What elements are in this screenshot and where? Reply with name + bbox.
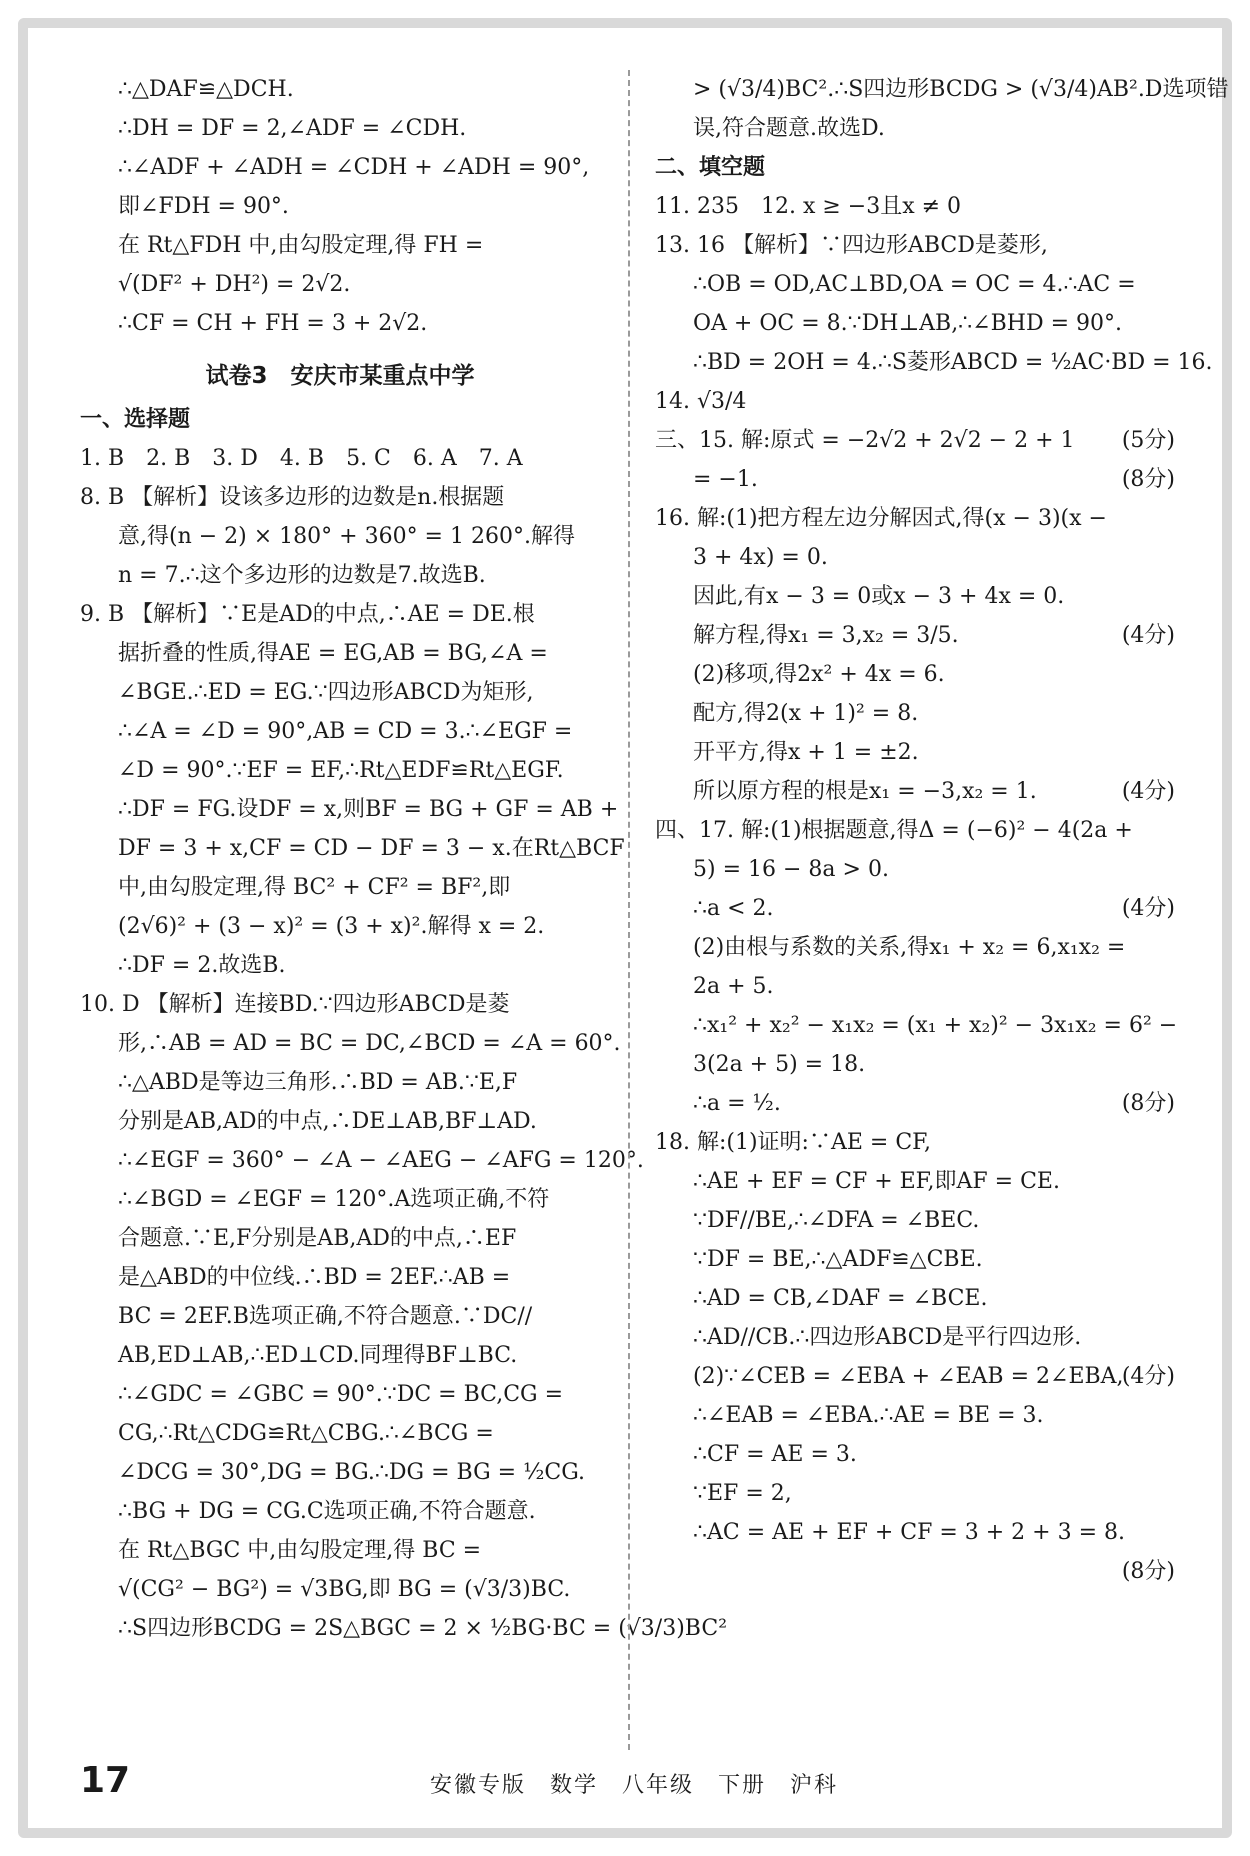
solution-line [655,1162,1175,1201]
solution-text: ∴a < 2. [693,896,774,921]
solution-line [655,1435,1175,1474]
solution-line [655,1045,1175,1084]
solution-text: 3 + 4x) = 0. [693,545,828,570]
solution-line [655,1513,1175,1584]
section-choice-title: 一、选择题 [80,407,191,432]
text-line: 1. B 2. B 3. D 4. B 5. C 6. A 7. A [80,446,523,471]
solution-line [655,1240,1175,1279]
solution-text: ∴a = ½. [693,1091,781,1116]
score-mark: (8分) [1121,1559,1175,1584]
text-line: ∠DCG = 30°,DG = BG.∴DG = BG = ½CG. [118,1460,586,1485]
solution-text: ∴AC = AE + EF + CF = 3 + 2 + 3 = 8. [693,1520,1126,1545]
solution-text: 四、17. 解:(1)根据题意,得Δ = (−6)² − 4(2a + [655,818,1133,843]
text-line: ∴BG + DG = CG.C选项正确,不符合题意. [118,1499,536,1524]
solution-line [655,772,1175,811]
page-number: 17 [80,1760,131,1801]
text-line: ∴CF = CH + FH = 3 + 2√2. [118,311,428,336]
solution-text: 3(2a + 5) = 18. [693,1052,866,1077]
footer-text: 安徽专版 数学 八年级 下册 沪科 [430,1773,839,1798]
text-line: 是△ABD的中位线.∴BD = 2EF.∴AB = [118,1265,511,1290]
text-line: ∴∠A = ∠D = 90°,AB = CD = 3.∴∠EGF = [118,719,573,744]
solution-text: 因此,有x − 3 = 0或x − 3 + 4x = 0. [693,584,1065,609]
score-mark: (8分) [1121,467,1175,492]
solution-line [655,850,1175,889]
section-fill-title: 二、填空题 [655,155,766,180]
solution-line [655,694,1175,733]
solution-text: (2)∵∠CEB = ∠EBA + ∠EAB = 2∠EBA, [693,1364,1124,1389]
solution-line [655,616,1175,655]
text-line: ∴DF = FG.设DF = x,则BF = BG + GF = AB + [118,797,619,822]
text-line: 合题意.∵E,F分别是AB,AD的中点,∴EF [118,1226,517,1251]
solution-line [655,1279,1175,1318]
solution-line [655,1006,1178,1045]
page-footer [60,1760,1190,1810]
text-line: ∴∠BGD = ∠EGF = 120°.A选项正确,不符 [118,1187,550,1212]
score-mark: (4分) [1121,623,1175,648]
solution-text: 解方程,得x₁ = 3,x₂ = 3/5. [693,623,959,648]
right-column [655,70,1229,1591]
score-mark: (4分) [1121,896,1175,921]
text-line: AB,ED⊥AB,∴ED⊥CD.同理得BF⊥BC. [118,1343,518,1368]
text-line: 分别是AB,AD的中点,∴DE⊥AB,BF⊥AD. [118,1109,537,1134]
text-line: 即∠FDH = 90°. [118,194,289,219]
solution-text: ∴∠EAB = ∠EBA.∴AE = BE = 3. [693,1403,1044,1428]
text-line: 14. √3/4 [655,389,747,414]
text-line: ∴△DAF≌△DCH. [118,77,294,102]
text-line: ∠BGE.∴ED = EG.∵四边形ABCD为矩形, [118,680,534,705]
text-line: 误,符合题意.故选D. [693,116,885,141]
solution-line [655,421,1175,460]
text-line: 11. 235 12. x ≥ −3且x ≠ 0 [655,194,962,219]
solution-text: = −1. [693,467,758,492]
score-mark: (4分) [1121,1364,1175,1389]
text-line: ∴S四边形BCDG = 2S△BGC = 2 × ½BG·BC = (√3/3)BC² [118,1616,728,1641]
text-line: 在 Rt△BGC 中,由勾股定理,得 BC = [118,1538,482,1563]
solution-line [655,1474,1175,1513]
text-line: 10. D 【解析】连接BD.∵四边形ABCD是菱 [80,992,510,1017]
text-line: BC = 2EF.B选项正确,不符合题意.∵DC// [118,1304,533,1329]
solution-line [655,538,1175,577]
solution-line [655,1318,1175,1357]
paper-title: 试卷3 安庆市某重点中学 [205,363,475,389]
text-line: √(CG² − BG²) = √3BG,即 BG = (√3/3)BC. [118,1577,571,1602]
text-line: 在 Rt△FDH 中,由勾股定理,得 FH = [118,233,484,258]
page-content [50,70,1229,1750]
text-line: 据折叠的性质,得AE = EG,AB = BG,∠A = [118,641,548,666]
score-mark: (5分) [1121,428,1175,453]
solution-text: ∵EF = 2, [693,1481,792,1506]
solution-text: (2)由根与系数的关系,得x₁ + x₂ = 6,x₁x₂ = [693,935,1126,960]
solution-text: ∴AD = CB,∠DAF = ∠BCE. [693,1286,988,1311]
text-line: 意,得(n − 2) × 180° + 360° = 1 260°.解得 [118,524,575,549]
solution-text: 开平方,得x + 1 = ±2. [693,740,919,765]
text-line: ∴OB = OD,AC⊥BD,OA = OC = 4.∴AC = [693,272,1136,297]
solution-text: 18. 解:(1)证明:∵AE = CF, [655,1130,931,1155]
score-mark: (4分) [1121,779,1175,804]
solution-line [655,967,1175,1006]
text-line: OA + OC = 8.∵DH⊥AB,∴∠BHD = 90°. [693,311,1123,336]
text-line: ∴∠GDC = ∠GBC = 90°.∵DC = BC,CG = [118,1382,564,1407]
solution-text: (2)移项,得2x² + 4x = 6. [693,662,945,687]
solution-line [655,811,1175,850]
text-line: ∴DF = 2.故选B. [118,953,286,978]
text-line: CG,∴Rt△CDG≌Rt△CBG.∴∠BCG = [118,1421,494,1446]
text-line: 13. 16 【解析】∵四边形ABCD是菱形, [655,233,1048,258]
text-line: 8. B 【解析】设该多边形的边数是n.根据题 [80,485,505,510]
text-line: 9. B 【解析】∵E是AD的中点,∴AE = DE.根 [80,602,535,627]
text-line: ∴BD = 2OH = 4.∴S菱形ABCD = ½AC·BD = 16. [693,350,1213,375]
solution-line [655,1357,1175,1396]
score-mark: (8分) [1121,1091,1175,1116]
solution-text: 三、15. 解:原式 = −2√2 + 2√2 − 2 + 1 [655,428,1075,453]
text-line: ∠D = 90°.∵EF = EF,∴Rt△EDF≌Rt△EGF. [118,758,564,783]
solution-line [655,1201,1175,1240]
text-line: ∴∠EGF = 360° − ∠A − ∠AEG − ∠AFG = 120°. [118,1148,644,1173]
text-line: √(DF² + DH²) = 2√2. [118,272,351,297]
solution-text: ∴x₁² + x₂² − x₁x₂ = (x₁ + x₂)² − 3x₁x₂ = 6² − [693,1013,1178,1038]
text-line: ∴△ABD是等边三角形.∴BD = AB.∵E,F [118,1070,518,1095]
solution-line [655,499,1175,538]
column-divider [628,70,630,1750]
solution-text: 5) = 16 − 8a > 0. [693,857,889,882]
solution-line [655,1396,1175,1435]
text-line: DF = 3 + x,CF = CD − DF = 3 − x.在Rt△BCF [118,836,625,861]
solution-text: 16. 解:(1)把方程左边分解因式,得(x − 3)(x − [655,506,1107,531]
solution-text: 所以原方程的根是x₁ = −3,x₂ = 1. [693,779,1037,804]
solution-line [655,733,1175,772]
solution-line [655,928,1175,967]
solution-text: ∴CF = AE = 3. [693,1442,857,1467]
solution-line [655,460,1175,499]
text-line: n = 7.∴这个多边形的边数是7.故选B. [118,563,486,588]
solution-text: ∵DF = BE,∴△ADF≌△CBE. [693,1247,983,1272]
text-line: 形,∴AB = AD = BC = DC,∠BCD = ∠A = 60°. [118,1031,621,1056]
solution-text: 配方,得2(x + 1)² = 8. [693,701,919,726]
solution-line [655,1123,1175,1162]
solution-text: ∴AD//CB.∴四边形ABCD是平行四边形. [693,1325,1082,1350]
solution-line [655,577,1175,616]
text-line: ∴∠ADF + ∠ADH = ∠CDH + ∠ADH = 90°, [118,155,590,180]
text-line: > (√3/4)BC².∴S四边形BCDG > (√3/4)AB².D选项错 [693,77,1229,102]
text-line: ∴DH = DF = 2,∠ADF = ∠CDH. [118,116,467,141]
solution-line [655,655,1175,694]
solution-line [655,889,1175,928]
solution-text: ∴AE + EF = CF + EF,即AF = CE. [693,1169,1060,1194]
solution-line [655,1084,1175,1123]
solution-text: ∵DF//BE,∴∠DFA = ∠BEC. [693,1208,980,1233]
text-line: (2√6)² + (3 − x)² = (3 + x)².解得 x = 2. [118,914,545,939]
solution-text: 2a + 5. [693,974,774,999]
text-line: 中,由勾股定理,得 BC² + CF² = BF²,即 [118,875,511,900]
